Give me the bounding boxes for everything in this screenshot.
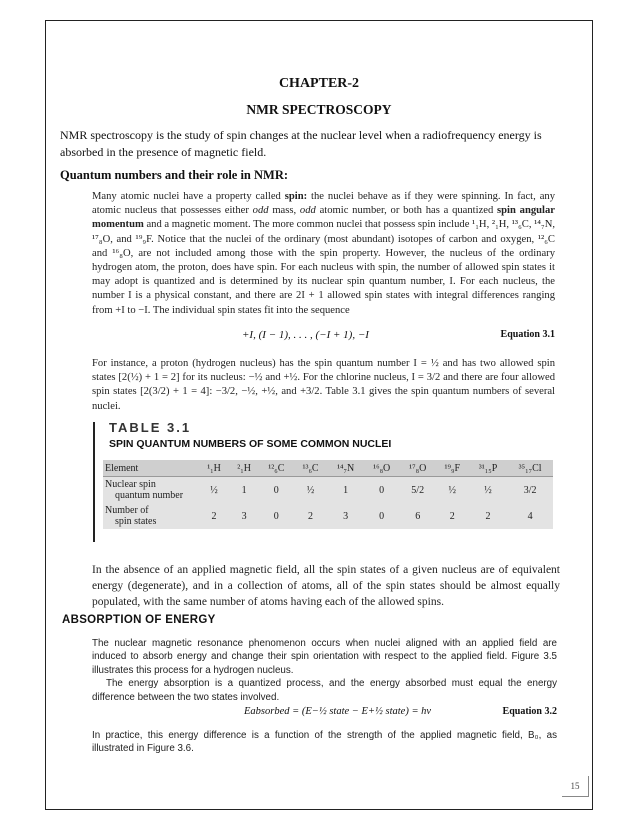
text-run: atomic number, or both has a quantized bbox=[315, 205, 498, 217]
row-label-line: Number of bbox=[105, 505, 149, 516]
equation-label: Equation 3.2 bbox=[502, 706, 557, 717]
absorption-text-2: The energy absorption is a quantized process, and the energy absorbed must equal the energy difference between the two states involved. bbox=[92, 678, 557, 703]
term-odd: odd bbox=[252, 205, 269, 217]
table-cell: 3 bbox=[343, 510, 349, 522]
table-cell: 5/2 bbox=[411, 484, 425, 496]
chapter-heading: CHAPTER-2 bbox=[278, 76, 360, 91]
table-cell: 4 bbox=[527, 510, 533, 522]
header-cell: ¹²₆C bbox=[259, 460, 293, 477]
table-cell: 2 bbox=[485, 510, 491, 522]
page-number bbox=[562, 776, 589, 797]
text-run: Many atomic nuclei have a property called bbox=[92, 191, 285, 202]
table-cell: 0 bbox=[273, 484, 279, 496]
text-run: the nuclei behave as if they were spinning. In fact, any atomic nucleus that possesses either bbox=[92, 191, 555, 217]
table-cell: ½ bbox=[306, 484, 315, 496]
absorption-heading: ABSORPTION OF ENERGY bbox=[62, 614, 216, 626]
table-cell: 3/2 bbox=[523, 484, 537, 496]
header-cell: ¹⁴₇N bbox=[328, 460, 364, 477]
row-label bbox=[103, 477, 199, 504]
spin-paragraph bbox=[92, 190, 555, 318]
practice-paragraph: In practice, this energy difference is a function of the strength of the applied magnetic field, B₀, as illustrated in Figure 3.6. bbox=[92, 730, 557, 755]
table-title: TABLE 3.1 bbox=[109, 420, 192, 435]
row-label-line: quantum number bbox=[115, 490, 184, 501]
term-spin-angular-momentum: spin angular momentum bbox=[92, 205, 555, 231]
table-cell: ½ bbox=[210, 484, 218, 496]
table-rule bbox=[93, 422, 95, 542]
degenerate-paragraph: In the absence of an applied magnetic field, all the spin states of a given nucleus are of equivalent energy (degenerate), and in a collection of atoms, all of the spin states should be almost equally populated, with the same number of atoms having each of the allowed spins. bbox=[92, 564, 560, 608]
table-cell: 2 bbox=[211, 510, 217, 522]
header-cell: ²₁H bbox=[229, 460, 259, 477]
page-number-text: 15 bbox=[570, 781, 580, 791]
row-label-line: Nuclear spin bbox=[105, 479, 156, 490]
header-cell: ¹⁹₉F bbox=[436, 460, 469, 477]
equation-label: Equation 3.1 bbox=[500, 329, 555, 340]
table-header-row bbox=[103, 460, 553, 477]
table-cell: ½ bbox=[448, 484, 457, 496]
table-cell: 0 bbox=[379, 484, 385, 496]
equation-expression: +I, (I − 1), . . . , (−I + 1), −I bbox=[242, 329, 369, 341]
table-cell: 6 bbox=[415, 510, 421, 522]
table-row bbox=[103, 503, 553, 529]
table-3-1 bbox=[93, 418, 555, 540]
term-odd: odd bbox=[299, 205, 316, 217]
table-cell: 3 bbox=[241, 510, 247, 522]
table-cell: 1 bbox=[343, 484, 349, 496]
term-spin: spin: bbox=[284, 191, 308, 202]
table-cell: 0 bbox=[273, 510, 279, 522]
header-cell: ³⁵₁₇Cl bbox=[507, 460, 553, 477]
row-label-line: spin states bbox=[115, 516, 157, 527]
header-cell: ³¹₁₅P bbox=[469, 460, 507, 477]
header-cell: ¹³₆C bbox=[293, 460, 327, 477]
table-cell: 1 bbox=[241, 484, 247, 496]
table-cell: 2 bbox=[449, 510, 455, 522]
section-heading: Quantum numbers and their role in NMR: bbox=[60, 168, 289, 182]
chapter-title: NMR SPECTROSCOPY bbox=[246, 102, 392, 117]
text-run: and a magnetic moment. The more common nuclei that possess spin include ¹₁H, ²₁H, ¹³₆C, ¹⁴₇N, ¹⁷₈O, and ¹⁹₉F. Notice that the nuclei of the ordinary (most abundant) isotopes of carbon and oxygen, ¹²₆C and ¹⁶₈O, are not included among those with the spin property. However, the nucleus of the ordinary hydrogen atom, the proton, does have spin. For each nucleus with spin, the number of allowed spin states it may adopt is quantized and is determined by its nuclear spin quantum number, I. For each nucleus, the number I is a physical constant, and there are 2I + 1 allowed spin states with integral differences ranging from +I to −I. The individual spin states fit into the sequence bbox=[92, 219, 555, 316]
header-cell: ¹⁶₈O bbox=[364, 460, 400, 477]
text-run: mass, bbox=[268, 205, 300, 217]
spin-table bbox=[103, 460, 553, 529]
table-cell: ½ bbox=[484, 484, 492, 496]
table-cell: 2 bbox=[308, 510, 314, 522]
table-row bbox=[103, 477, 553, 504]
table-cell: 0 bbox=[379, 510, 385, 522]
table-subtitle: SPIN QUANTUM NUMBERS OF SOME COMMON NUCLEI bbox=[109, 438, 392, 450]
absorption-text-1: The nuclear magnetic resonance phenomenon occurs when nuclei aligned with an applied field are induced to absorb energy and change their spin orientation with respect to the applied field. Figure 3.5 illustrates this process for a hydrogen nucleus. bbox=[92, 638, 557, 676]
header-cell: ¹⁷₈O bbox=[400, 460, 436, 477]
absorption-paragraph bbox=[92, 637, 557, 704]
header-cell: Element bbox=[103, 460, 199, 477]
intro-paragraph: NMR spectroscopy is the study of spin changes at the nuclear level when a radiofrequency energy is absorbed in the presence of magnetic field. bbox=[60, 128, 542, 159]
row-label bbox=[103, 503, 199, 529]
header-cell: ¹₁H bbox=[199, 460, 229, 477]
equation-expression: Eabsorbed = (E−½ state − E+½ state) = hν bbox=[244, 706, 432, 717]
proton-paragraph: For instance, a proton (hydrogen nucleus) has the spin quantum number I = ½ and has two allowed spin states [2(½) + 1 = 2] for its nucleus: −½ and +½. For the chlorine nucleus, I = 3/2 and there are four allowed spin states [2(3/2) + 1 = 4]: −3/2, −½, +½, and +3/2. Table 3.1 gives the spin quantum numbers of several nuclei. bbox=[92, 358, 555, 412]
